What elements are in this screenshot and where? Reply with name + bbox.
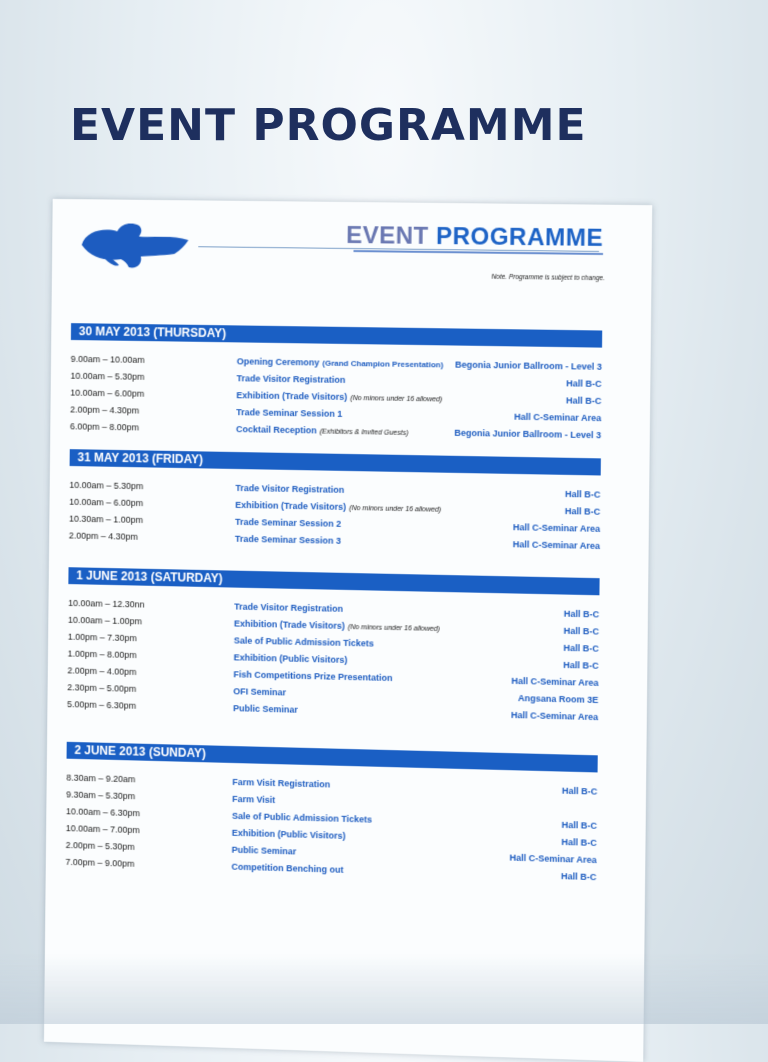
row-venue: Hall B-C — [561, 819, 598, 831]
row-event-name: Opening Ceremony — [236, 356, 320, 368]
row-event — [235, 514, 341, 533]
poster-title-part2: PROGRAMME — [435, 222, 604, 252]
row-time: 10.30am – 1.00pm — [68, 513, 144, 525]
row-venue: Begonia Junior Ballroom - Level 3 — [454, 427, 602, 441]
programme-poster — [44, 199, 652, 1062]
row-event — [232, 842, 297, 861]
day-section — [70, 323, 602, 444]
row-event-detail: (Exhibitors & Invited Guests) — [319, 428, 409, 437]
row-event-name: Cocktail Reception — [235, 424, 317, 436]
change-note: Note. Programme is subject to change. — [491, 273, 605, 283]
row-event-name: OFI Seminar — [233, 686, 287, 698]
row-venue: Hall B-C — [561, 836, 597, 848]
row-event-name: Fish Competitions Prize Presentation — [233, 669, 393, 684]
poster-title — [346, 222, 603, 253]
row-time: 5.00pm – 6.30pm — [67, 699, 137, 711]
row-event-detail: (Grand Champion Presentation) — [322, 358, 444, 370]
row-venue: Begonia Junior Ballroom - Level 3 — [454, 359, 602, 372]
row-venue: Hall B-C — [566, 378, 602, 389]
row-event-name: Exhibition (Public Visitors) — [231, 827, 346, 841]
row-event-name: Trade Visitor Registration — [234, 601, 344, 614]
row-event-name: Competition Benching out — [231, 861, 344, 875]
row-time: 10.00am – 6.00pm — [69, 496, 144, 509]
row-venue: Hall C-Seminar Area — [514, 411, 602, 424]
poster-title-part1: EVENT — [345, 221, 437, 251]
row-time: 9.00am – 10.00am — [70, 353, 145, 365]
row-time: 2.00pm – 5.30pm — [65, 840, 135, 852]
row-venue: Angsana Room 3E — [517, 693, 599, 706]
day-rows — [69, 477, 601, 555]
day-section — [69, 449, 601, 555]
row-venue: Hall C-Seminar Area — [510, 709, 599, 723]
row-time: 10.00am – 5.30pm — [70, 370, 145, 382]
row-time: 9.30am – 5.30pm — [66, 789, 136, 802]
row-time: 10.00am – 6.30pm — [65, 806, 141, 819]
row-event-detail: (No minors under 16 allowed) — [349, 505, 442, 514]
row-time: 2.30pm – 5.00pm — [67, 682, 137, 694]
row-event-name: Farm Visit Registration — [232, 776, 331, 790]
row-venue: Hall C-Seminar Area — [511, 675, 599, 688]
row-time: 10.00am – 7.00pm — [65, 823, 140, 836]
row-event — [236, 404, 342, 423]
row-venue: Hall B-C — [561, 785, 598, 797]
day-heading: 31 MAY 2013 (FRIDAY) — [70, 449, 601, 475]
row-event-name: Exhibition (Trade Visitors) — [236, 390, 348, 402]
row-event-name: Trade Seminar Session 2 — [235, 516, 342, 529]
row-event-name: Trade Visitor Registration — [235, 482, 345, 495]
row-event-detail: (No minors under 16 allowed) — [347, 623, 440, 634]
row-venue: Hall C-Seminar Area — [509, 852, 597, 866]
row-event-detail: (No minors under 16 allowed) — [350, 395, 443, 404]
row-event — [233, 700, 298, 719]
row-venue: Hall C-Seminar Area — [512, 522, 601, 534]
row-event-name: Exhibition (Public Visitors) — [233, 652, 348, 665]
row-event-name: Exhibition (Trade Visitors) — [233, 618, 345, 631]
row-time: 2.00pm – 4.30pm — [68, 530, 138, 542]
row-event — [232, 791, 275, 809]
day-heading: 2 JUNE 2013 (SUNDAY) — [67, 742, 598, 773]
row-event-name: Trade Visitor Registration — [236, 373, 346, 385]
row-event — [236, 421, 409, 442]
row-time: 2.00pm – 4.00pm — [67, 665, 137, 677]
row-event — [235, 480, 344, 499]
row-time: 10.00am – 5.30pm — [69, 479, 144, 492]
row-time: 10.00am – 12.30nn — [68, 597, 145, 610]
day-heading: 1 JUNE 2013 (SATURDAY) — [68, 567, 599, 595]
row-event-name: Sale of Public Admission Tickets — [233, 635, 374, 649]
row-venue: Hall B-C — [563, 659, 599, 671]
row-venue: Hall B-C — [563, 625, 600, 637]
row-time: 8.30am – 9.20am — [66, 772, 136, 785]
row-time: 10.00am – 6.00pm — [70, 387, 145, 399]
row-time: 2.00pm – 4.30pm — [70, 404, 140, 416]
row-event-name: Exhibition (Trade Visitors) — [235, 499, 347, 512]
row-event-name: Public Seminar — [233, 703, 298, 715]
day-heading: 30 MAY 2013 (THURSDAY) — [71, 323, 602, 348]
row-venue: Hall B-C — [563, 642, 599, 654]
guppy-fish-icon — [78, 219, 192, 272]
row-event — [235, 531, 341, 550]
day-rows — [65, 770, 597, 887]
row-venue: Hall C-Seminar Area — [512, 539, 601, 551]
day-rows — [70, 351, 602, 444]
row-event-name: Sale of Public Admission Tickets — [231, 810, 373, 825]
row-event — [233, 683, 286, 701]
row-venue: Hall B-C — [560, 871, 597, 883]
row-time: 7.00pm – 9.00pm — [65, 856, 135, 869]
row-venue: Hall B-C — [563, 608, 600, 620]
row-time: 1.00pm – 8.00pm — [67, 648, 137, 661]
row-venue: Hall B-C — [565, 488, 601, 500]
row-event-name: Public Seminar — [231, 844, 297, 857]
row-time: 6.00pm – 8.00pm — [69, 421, 140, 433]
row-event-name: Trade Seminar Session 1 — [236, 407, 343, 419]
wall-title: EVENT PROGRAMME — [70, 100, 587, 151]
row-event — [231, 859, 343, 879]
day-rows — [67, 595, 599, 726]
row-time: 10.00am – 1.00pm — [67, 614, 143, 627]
day-section — [65, 742, 597, 886]
day-section — [67, 567, 600, 726]
row-event — [236, 370, 345, 389]
row-event-name: Trade Seminar Session 3 — [234, 533, 342, 546]
row-event-name: Farm Visit — [232, 793, 276, 806]
row-venue: Hall B-C — [564, 506, 601, 517]
row-time: 1.00pm – 7.30pm — [67, 631, 137, 644]
row-venue: Hall B-C — [565, 395, 602, 407]
